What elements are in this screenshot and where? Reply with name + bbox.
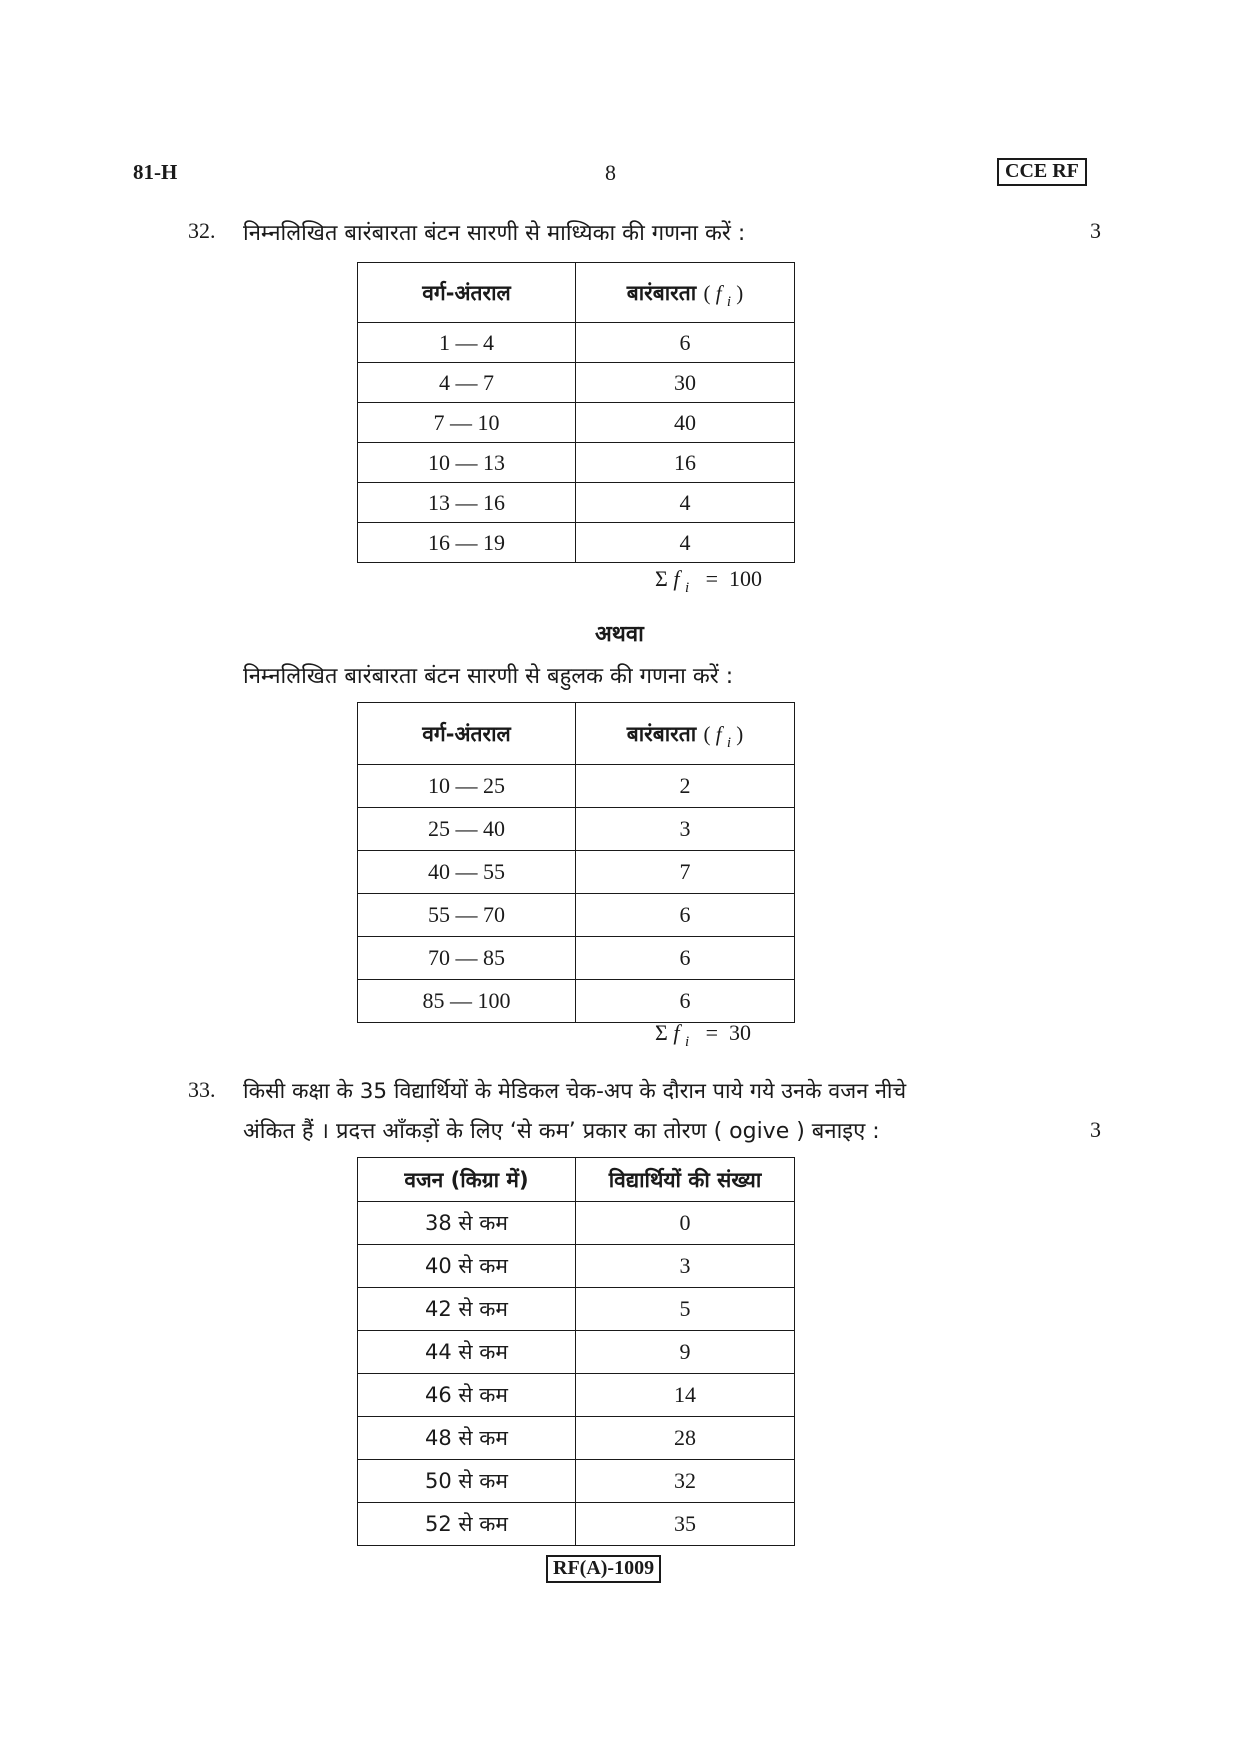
col-header-class-interval: वर्ग-अंतराल: [358, 703, 576, 765]
class-interval-cell: 16 — 19: [358, 523, 576, 563]
col-header-frequency: बारंबारता ( f $_i$ ): [576, 703, 795, 765]
frequency-cell: 3: [576, 808, 795, 851]
table-row: [358, 1374, 795, 1417]
table-row: [358, 403, 795, 443]
class-interval-cell: 7 — 10: [358, 403, 576, 443]
frequency-cell: 2: [576, 765, 795, 808]
count-cell: 35: [576, 1503, 795, 1546]
table-row: [358, 1245, 795, 1288]
col-header-class-interval: वर्ग-अंतराल: [358, 263, 576, 323]
class-interval-cell: 4 — 7: [358, 363, 576, 403]
table-row: [358, 765, 795, 808]
frequency-cell: 4: [576, 523, 795, 563]
weight-cell: 40 से कम: [358, 1245, 576, 1288]
table-row: [358, 323, 795, 363]
q32-mode-table: [357, 702, 795, 1023]
count-cell: 5: [576, 1288, 795, 1331]
q32-alt-sum-total: Σ f $_i$ = 30: [655, 1020, 752, 1050]
count-cell: 32: [576, 1460, 795, 1503]
q33-text-line1: किसी कक्षा के 35 विद्यार्थियों के मेडिकल चेक-अप के दौरान पाये गये उनके वजन नीचे: [243, 1079, 907, 1104]
col-header-student-count: विद्यार्थियों की संख्या: [576, 1158, 795, 1202]
weight-cell: 48 से कम: [358, 1417, 576, 1460]
class-interval-cell: 10 — 25: [358, 765, 576, 808]
paper-code: 81-H: [133, 160, 178, 184]
weight-cell: 42 से कम: [358, 1288, 576, 1331]
page-number: 8: [605, 160, 616, 185]
table-row: [358, 1417, 795, 1460]
class-interval-cell: 25 — 40: [358, 808, 576, 851]
frequency-cell: 7: [576, 851, 795, 894]
table-row: [358, 1288, 795, 1331]
weight-cell: 50 से कम: [358, 1460, 576, 1503]
class-interval-cell: 85 — 100: [358, 980, 576, 1023]
class-interval-cell: 1 — 4: [358, 323, 576, 363]
count-cell: 28: [576, 1417, 795, 1460]
frequency-cell: 30: [576, 363, 795, 403]
table-header-row: [358, 1158, 795, 1202]
class-interval-cell: 10 — 13: [358, 443, 576, 483]
series-badge: CCE RF: [997, 158, 1087, 186]
q32-alt-sum-value: 30: [729, 1020, 752, 1045]
table-row: [358, 483, 795, 523]
frequency-cell: 6: [576, 894, 795, 937]
count-cell: 3: [576, 1245, 795, 1288]
q33-marks: 3: [1090, 1117, 1101, 1142]
class-interval-cell: 13 — 16: [358, 483, 576, 523]
frequency-cell: 6: [576, 937, 795, 980]
q32-sum-value: 100: [729, 566, 763, 591]
count-cell: 0: [576, 1202, 795, 1245]
table-row: [358, 980, 795, 1023]
q32-number: 32.: [188, 218, 216, 243]
table-row: [358, 808, 795, 851]
table-row: [358, 937, 795, 980]
frequency-cell: 16: [576, 443, 795, 483]
table-row: [358, 443, 795, 483]
count-cell: 14: [576, 1374, 795, 1417]
frequency-cell: 6: [576, 323, 795, 363]
col-header-frequency: बारंबारता ( f $_i$ ): [576, 263, 795, 323]
footer-code: RF(A)-1009: [546, 1555, 661, 1583]
q32-alt-text: निम्नलिखित बारंबारता बंटन सारणी से बहुलक की गणना करें :: [243, 664, 734, 689]
or-label: अथवा: [595, 622, 644, 647]
q32-marks: 3: [1090, 218, 1101, 243]
count-cell: 9: [576, 1331, 795, 1374]
table-header-row: [358, 703, 795, 765]
q32-sum-total: Σ f $_i$ = 100: [655, 566, 763, 596]
table-row: [358, 1503, 795, 1546]
class-interval-cell: 55 — 70: [358, 894, 576, 937]
table-row: [358, 1460, 795, 1503]
class-interval-cell: 70 — 85: [358, 937, 576, 980]
weight-cell: 38 से कम: [358, 1202, 576, 1245]
table-row: [358, 851, 795, 894]
frequency-cell: 40: [576, 403, 795, 443]
table-row: [358, 1331, 795, 1374]
table-row: [358, 894, 795, 937]
q33-number: 33.: [188, 1077, 216, 1102]
q33-weight-table: [357, 1157, 795, 1546]
q32-median-table: [357, 262, 795, 563]
frequency-cell: 4: [576, 483, 795, 523]
table-row: [358, 363, 795, 403]
table-row: [358, 523, 795, 563]
q33-text-line2: अंकित हैं । प्रदत्त आँकड़ों के लिए ‘से कम’ प्रकार का तोरण ( ogive ) बनाइए :: [243, 1119, 880, 1144]
weight-cell: 46 से कम: [358, 1374, 576, 1417]
col-header-weight: वजन (किग्रा में): [358, 1158, 576, 1202]
weight-cell: 44 से कम: [358, 1331, 576, 1374]
class-interval-cell: 40 — 55: [358, 851, 576, 894]
weight-cell: 52 से कम: [358, 1503, 576, 1546]
table-header-row: [358, 263, 795, 323]
frequency-cell: 6: [576, 980, 795, 1023]
table-row: [358, 1202, 795, 1245]
q32-text: निम्नलिखित बारंबारता बंटन सारणी से माध्यिका की गणना करें :: [243, 221, 746, 246]
